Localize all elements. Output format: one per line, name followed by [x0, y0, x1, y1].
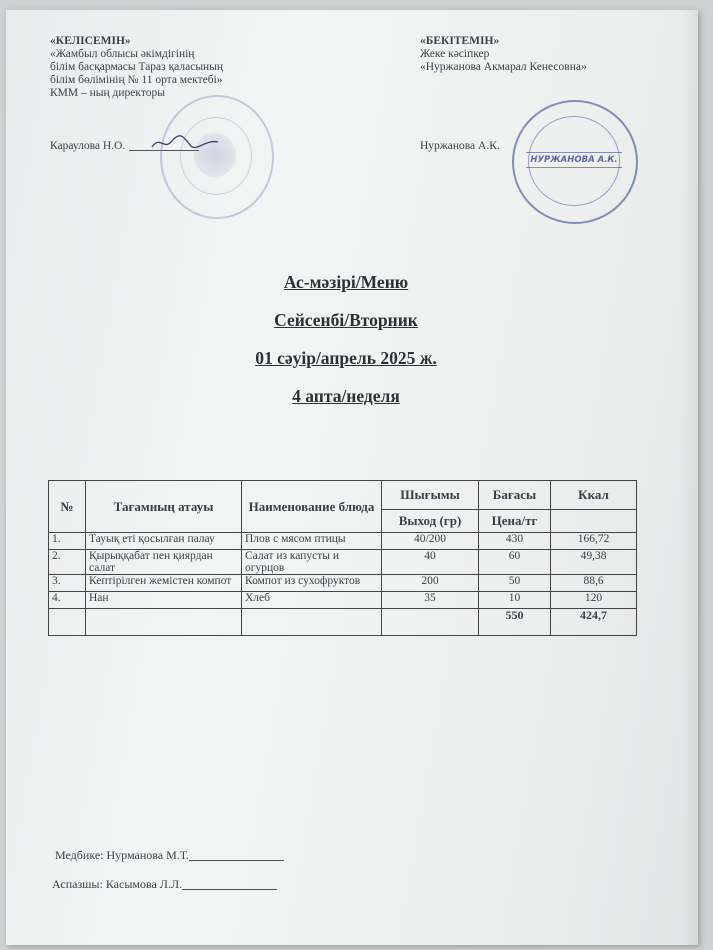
cell-name-kz: Қырыққабат пен қиярдан салат	[86, 550, 242, 575]
cell-name-ru: Плов с мясом птицы	[242, 533, 382, 550]
cell-price: 50	[479, 575, 551, 592]
header-kcal: Ккал	[551, 481, 637, 510]
cell-output: 35	[382, 592, 479, 609]
cell-num: 3.	[49, 575, 86, 592]
cell-empty	[382, 609, 479, 636]
cook-signature-line	[52, 877, 277, 892]
cell-empty	[49, 609, 86, 636]
nurse-signature-line	[55, 848, 284, 863]
approval-left-signer-name: Караулова Н.О.	[50, 140, 126, 152]
cell-name-ru: Салат из капусты и огурцов	[242, 550, 382, 575]
approval-right-signer-name: Нуржанова А.К.	[420, 140, 500, 152]
seal-name-band: НУРЖАНОВА А.К.	[526, 152, 622, 168]
approval-left-heading: «КЕЛІСЕМІН»	[50, 35, 131, 47]
header-num: №	[49, 481, 86, 533]
approval-right-heading: «БЕКІТЕМІН»	[420, 35, 500, 47]
cell-price: 60	[479, 550, 551, 575]
table-total-row	[49, 609, 637, 636]
approval-right-line: «Нуржанова Акмарал Кенесовна»	[420, 61, 587, 73]
header-kcal-empty	[551, 510, 637, 533]
signature-line	[189, 860, 284, 861]
header-output-kz: Шығымы	[382, 481, 479, 510]
cell-kcal: 166,72	[551, 533, 637, 550]
header-name-kz: Тағамның атауы	[86, 481, 242, 533]
total-kcal: 424,7	[551, 609, 637, 636]
table-row	[49, 575, 637, 592]
header-output-ru: Выход (гр)	[382, 510, 479, 533]
cell-output: 40	[382, 550, 479, 575]
approval-left-line: білім бөлімінің № 11 орта мектебі»	[50, 74, 223, 86]
cell-empty	[242, 609, 382, 636]
approval-left-line: КММ – ның директоры	[50, 87, 165, 99]
cook-label: Аспазшы: Касымова Л.Л.	[52, 877, 183, 891]
table-row	[49, 533, 637, 550]
cell-output: 40/200	[382, 533, 479, 550]
handwritten-signature	[150, 133, 220, 153]
cell-output: 200	[382, 575, 479, 592]
approval-left-line: «Жамбыл облысы әкімдігінің	[50, 48, 195, 60]
cell-name-kz: Нан	[86, 592, 242, 609]
cell-name-kz: Кептірілген жемістен компот	[86, 575, 242, 592]
cell-name-ru: Компот из сухофруктов	[242, 575, 382, 592]
approval-right-signer	[420, 140, 500, 152]
header-price-kz: Бағасы	[479, 481, 551, 510]
cell-price: 430	[479, 533, 551, 550]
header-price-ru: Цена/тг	[479, 510, 551, 533]
cell-empty	[86, 609, 242, 636]
menu-table	[48, 480, 637, 636]
school-seal-stamp	[160, 95, 274, 219]
approval-left-line: білім басқармасы Тараз қаласының	[50, 61, 224, 73]
signature-line	[182, 889, 277, 890]
cell-num: 4.	[49, 592, 86, 609]
cell-name-ru: Хлеб	[242, 592, 382, 609]
menu-title-block	[0, 270, 692, 422]
menu-title: Ас-мәзірі/Меню	[283, 272, 409, 292]
cell-kcal: 120	[551, 592, 637, 609]
total-price: 550	[479, 609, 551, 636]
entrepreneur-seal-stamp	[512, 100, 638, 224]
approval-right-line: Жеке кәсіпкер	[420, 48, 490, 60]
table-row	[49, 592, 637, 609]
table-header-row	[49, 481, 637, 510]
cell-num: 1.	[49, 533, 86, 550]
table-row	[49, 550, 637, 575]
nurse-label: Медбике: Нурманова М.Т.	[55, 848, 189, 862]
header-name-ru: Наименование блюда	[242, 481, 382, 533]
cell-kcal: 49,38	[551, 550, 637, 575]
cell-name-kz: Тауық еті қосылған палау	[86, 533, 242, 550]
menu-week: 4 апта/неделя	[292, 386, 400, 406]
cell-kcal: 88,6	[551, 575, 637, 592]
menu-date: 01 сәуір/апрель 2025 ж.	[255, 348, 437, 368]
cell-num: 2.	[49, 550, 86, 575]
menu-weekday: Сейсенбі/Вторник	[274, 310, 418, 330]
page-edge-shadow	[682, 10, 698, 945]
cell-price: 10	[479, 592, 551, 609]
approval-block-left	[50, 35, 290, 100]
approval-block-right	[420, 35, 660, 74]
